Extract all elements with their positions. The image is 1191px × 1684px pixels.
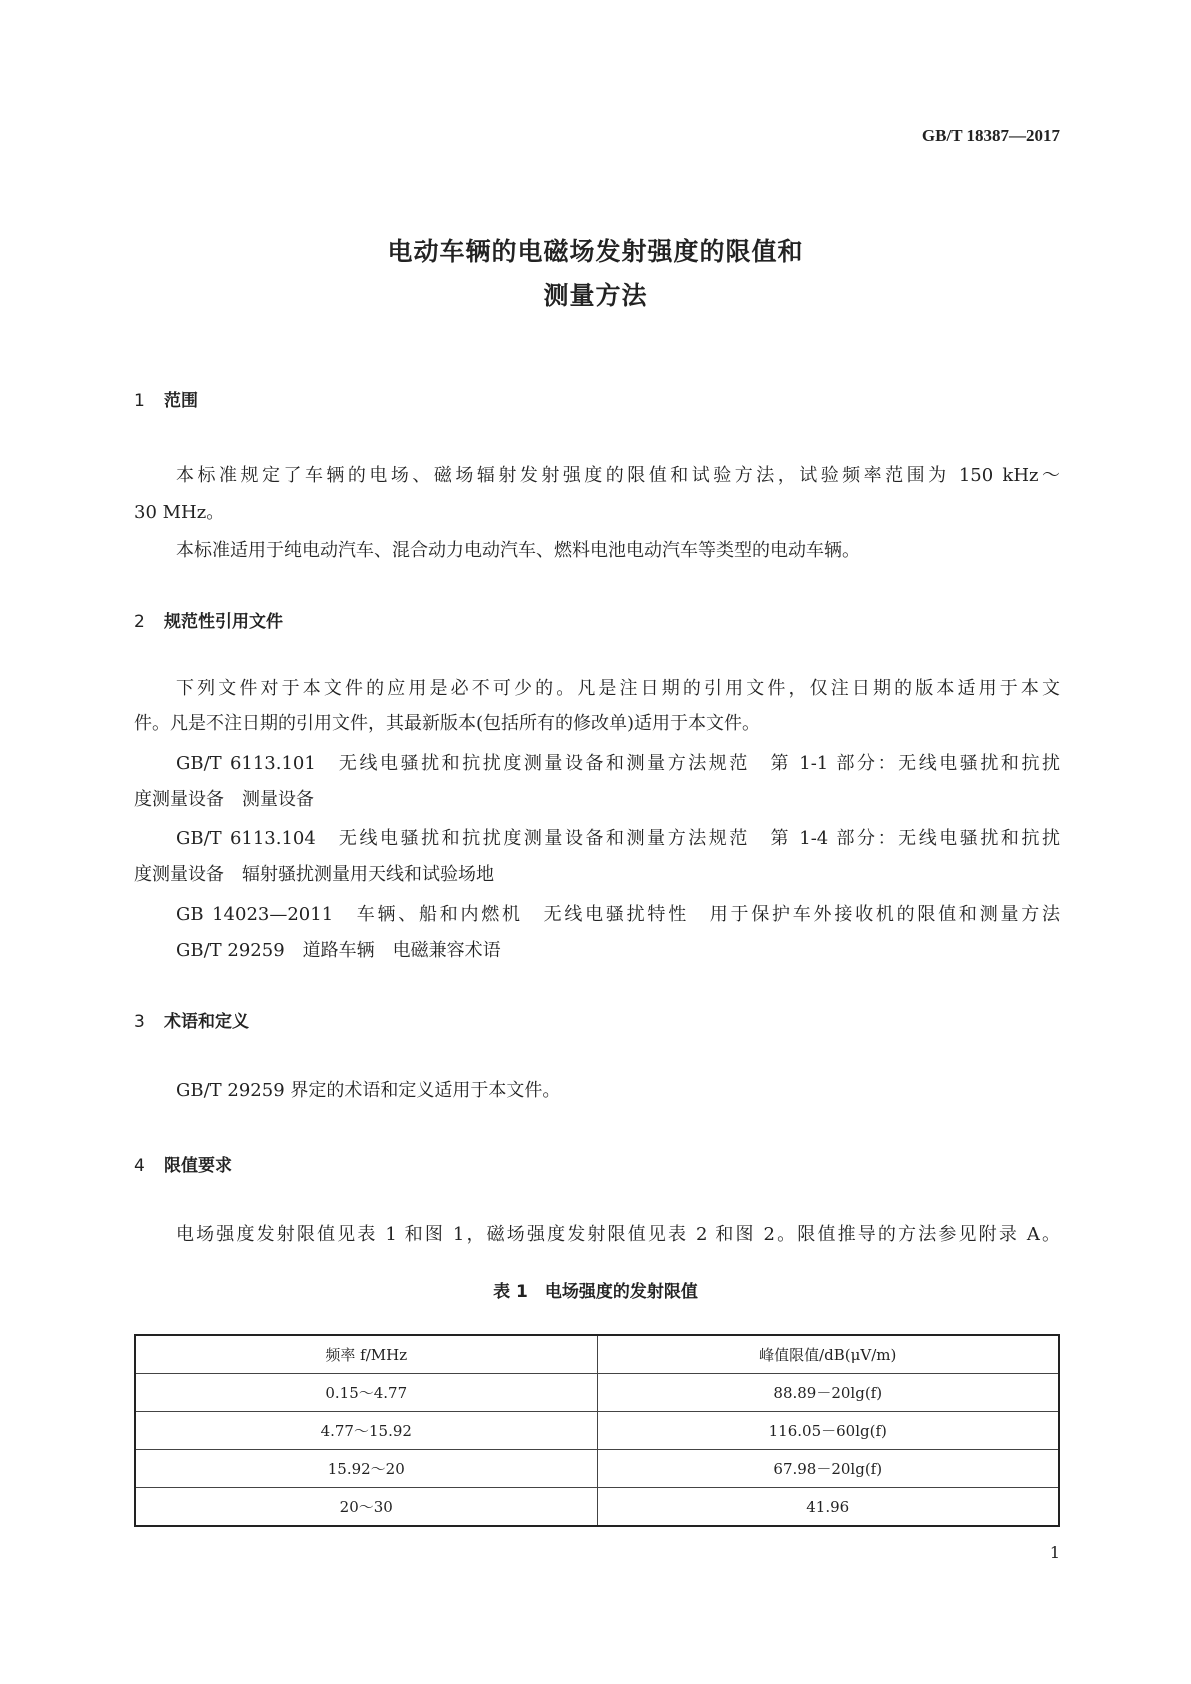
table-row [135, 1412, 1059, 1450]
reference-item: GB 14023—2011 车辆、船和内燃机 无线电骚扰特性 用于保护车外接收机的限值和测量方法 [176, 904, 1060, 925]
section-3-heading: 3 术语和定义 [134, 1012, 249, 1032]
page-number: 1 [1049, 1543, 1060, 1562]
reference-item-cont: 度测量设备 辐射骚扰测量用天线和试验场地 [134, 864, 494, 885]
paragraph-line: 电场强度发射限值见表 1 和图 1，磁场强度发射限值见表 2 和图 2。限值推导的方法参见附录 A。 [176, 1224, 1060, 1245]
table-cell: 88.89－20lg(f) [597, 1374, 1059, 1412]
table-row [135, 1488, 1059, 1527]
column-header: 频率 f/MHz [135, 1335, 597, 1374]
section-4-heading: 4 限值要求 [134, 1156, 232, 1176]
paragraph-line: 下列文件对于本文件的应用是必不可少的。凡是注日期的引用文件，仅注日期的版本适用于本文 [176, 678, 1060, 699]
table-cell: 67.98－20lg(f) [597, 1450, 1059, 1488]
table-cell: 15.92～20 [135, 1450, 597, 1488]
section-2-heading: 2 规范性引用文件 [134, 612, 283, 632]
paragraph-line: 件。凡是不注日期的引用文件，其最新版本(包括所有的修改单)适用于本文件。 [134, 713, 761, 734]
paragraph-line: GB/T 29259 界定的术语和定义适用于本文件。 [176, 1080, 561, 1101]
emission-limits-table [134, 1334, 1060, 1527]
reference-item: GB/T 6113.101 无线电骚扰和抗扰度测量设备和测量方法规范 第 1-1 部分：无线电骚扰和抗扰 [176, 753, 1060, 774]
section-1-heading: 1 范围 [134, 391, 198, 411]
column-header: 峰值限值/dB(μV/m) [597, 1335, 1059, 1374]
table-cell: 20～30 [135, 1488, 597, 1527]
reference-item: GB/T 29259 道路车辆 电磁兼容术语 [176, 940, 501, 961]
table-header-row [135, 1335, 1059, 1374]
paragraph-line: 本标准规定了车辆的电场、磁场辐射发射强度的限值和试验方法，试验频率范围为 150 kHz～ [176, 465, 1060, 486]
table-row [135, 1374, 1059, 1412]
table-cell: 4.77～15.92 [135, 1412, 597, 1450]
paragraph-line: 30 MHz。 [134, 502, 225, 523]
paragraph-line: 本标准适用于纯电动汽车、混合动力电动汽车、燃料电池电动汽车等类型的电动车辆。 [176, 540, 860, 561]
reference-item-cont: 度测量设备 测量设备 [134, 789, 314, 810]
table-cell: 116.05－60lg(f) [597, 1412, 1059, 1450]
table-caption: 表 1 电场强度的发射限值 [493, 1282, 698, 1302]
table-cell: 41.96 [597, 1488, 1059, 1527]
reference-item: GB/T 6113.104 无线电骚扰和抗扰度测量设备和测量方法规范 第 1-4 部分：无线电骚扰和抗扰 [176, 828, 1060, 849]
document-title-line2: 测量方法 [543, 281, 648, 310]
table-row [135, 1450, 1059, 1488]
document-title-line1: 电动车辆的电磁场发射强度的限值和 [387, 237, 804, 266]
standard-code: GB/T 18387—2017 [921, 126, 1060, 145]
table-cell: 0.15～4.77 [135, 1374, 597, 1412]
